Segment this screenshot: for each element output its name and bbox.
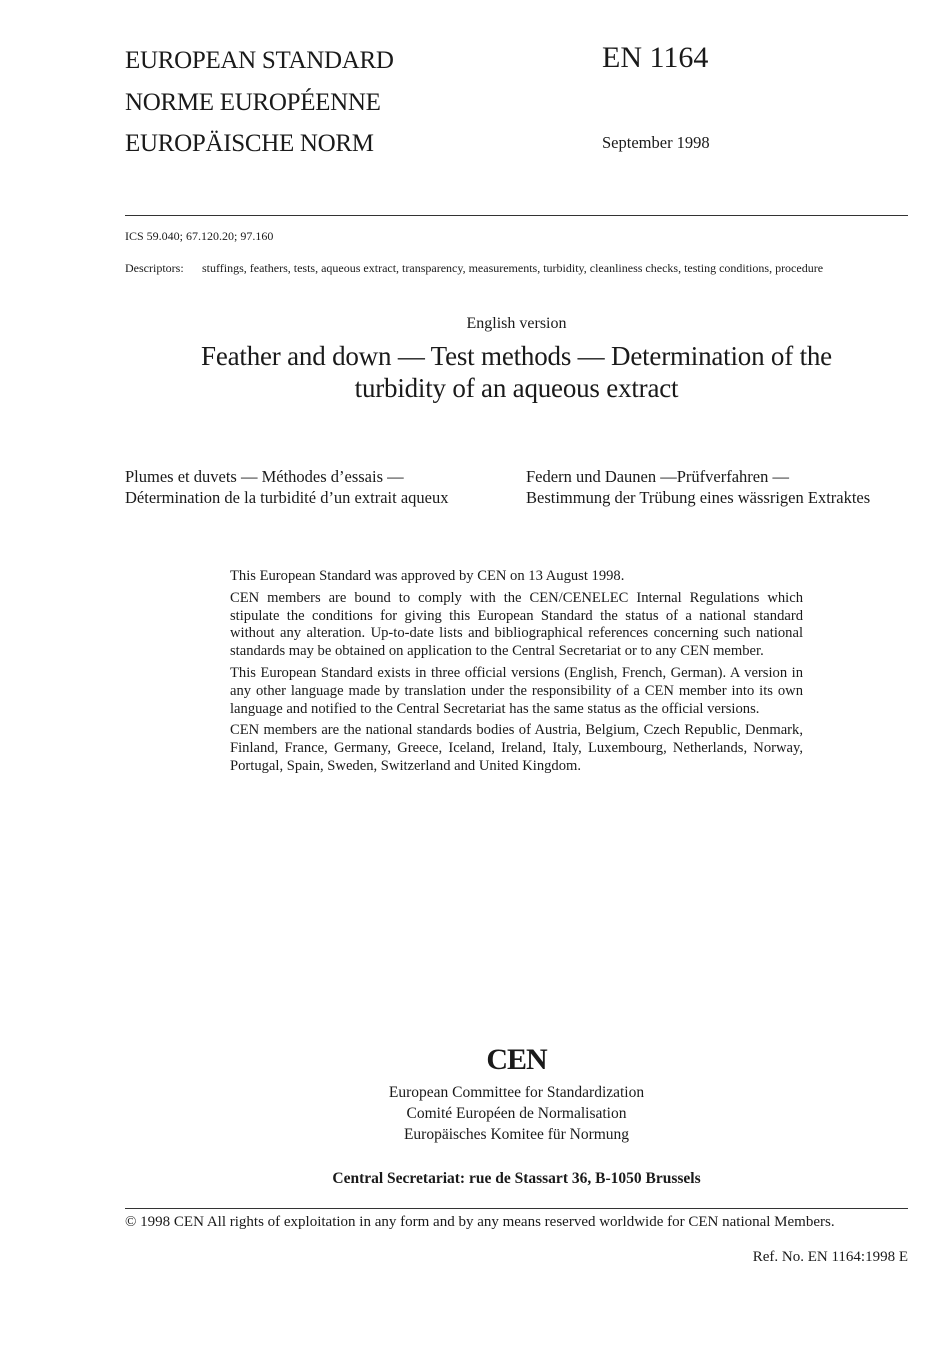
reference-number: Ref. No. EN 1164:1998 E — [752, 1249, 908, 1265]
descriptors-text: stuffings, feathers, tests, aqueous extract, transparency, measurements, turbidity, cleanliness checks, testing conditions, procedure — [202, 261, 824, 275]
central-secretariat: Central Secretariat: rue de Stassart 36, B-1050 Brussels — [332, 1170, 701, 1187]
publication-date: September 1998 — [602, 133, 710, 152]
standard-name-german: EUROPÄISCHE NORM — [125, 130, 374, 157]
french-title-line: Détermination de la turbidité d’un extrait aqueux — [125, 488, 449, 507]
approval-paragraph: CEN members are the national standards bodies of Austria, Belgium, Czech Republic, Denmark, Finland, France, Germany, Greece, Iceland, Ireland, Italy, Luxembourg, Netherlands, Norway, Portugal, Spain, Sweden, Switzerland and United Kingdom. — [230, 722, 803, 774]
standard-number: EN 1164 — [602, 41, 709, 74]
french-title-line: Plumes et duvets — Méthodes d’essais — — [125, 467, 404, 486]
header-divider — [125, 215, 908, 216]
standard-name-french: NORME EUROPÉENNE — [125, 89, 381, 116]
cen-name-line: Comité Européen de Normalisation — [406, 1105, 627, 1122]
version-label: English version — [466, 315, 567, 332]
approval-paragraph: CEN members are bound to comply with the CEN/CENELEC Internal Regulations which stipulate the conditions for giving this European Standard the status of a national standard without any alteration. Up-to-date lists and bibliographical references concerning such national standards may be obtained on application to the Central Secretariat or to any CEN member. — [230, 589, 803, 660]
document-title-line-2: turbidity of an aqueous extract — [354, 373, 679, 403]
document-title-line-1: Feather and down — Test methods — Determination of the — [201, 341, 832, 371]
approval-paragraph: This European Standard was approved by CEN on 13 August 1998. — [230, 568, 625, 584]
cen-name-line: European Committee for Standardization — [388, 1084, 645, 1101]
french-title — [125, 466, 448, 508]
copyright-notice: © 1998 CEN All rights of exploitation in any form and by any means reserved worldwide for CEN national Members. — [125, 1214, 835, 1230]
approval-statement — [230, 568, 803, 780]
standard-name-english: EUROPEAN STANDARD — [125, 47, 394, 74]
footer-divider — [125, 1208, 908, 1209]
ics-codes: ICS 59.040; 67.120.20; 97.160 — [125, 229, 274, 243]
cen-name-line: Europäisches Komitee für Normung — [403, 1126, 630, 1143]
approval-paragraph: This European Standard exists in three official versions (English, French, German). A version in any other language made by translation under the responsibility of a CEN member into its own language and notified to the Central Secretariat has the same status as the official versions. — [230, 664, 803, 717]
german-title — [526, 466, 870, 508]
cen-names — [125, 1082, 908, 1145]
german-title-line: Bestimmung der Trübung eines wässrigen Extraktes — [526, 488, 871, 507]
descriptors-label: Descriptors: — [125, 261, 184, 275]
german-title-line: Federn und Daunen —Prüfverfahren — — [526, 467, 790, 486]
cen-logo: CEN — [486, 1043, 547, 1076]
